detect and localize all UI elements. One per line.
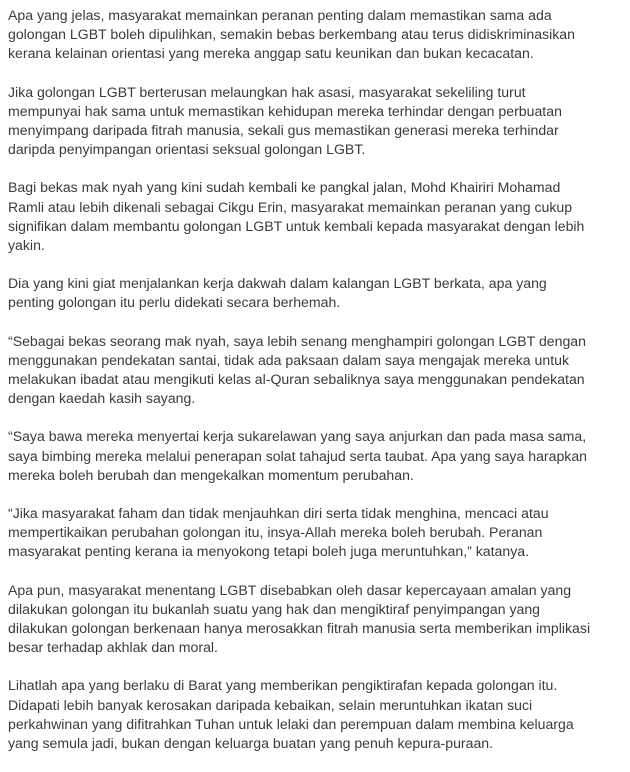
text-line: Apa yang jelas, masyarakat memainkan peranan penting dalam memastikan sama ada: [8, 7, 552, 23]
paragraph-1: [8, 6, 626, 64]
text-line: Apa pun, masyarakat menentang LGBT disebabkan oleh dasar kepercayaan amalan yang: [8, 581, 572, 598]
text-line: melakukan ibadat atau mengikuti kelas al-Quran sebaliknya saya menggunakan pendekatan: [8, 371, 585, 388]
text-line: yakin.: [8, 237, 45, 254]
paragraph-7: [8, 504, 626, 562]
paragraph-9: [8, 676, 626, 753]
text-line: Bagi bekas mak nyah yang kini sudah kembali ke pangkal jalan, Mohd Khairiri Mohamad: [8, 179, 561, 196]
text-line: dengan kaedah kasih sayang.: [8, 390, 196, 407]
text-line: mempunyai hak sama untuk memastikan kehidupan mereka terhindar dengan perbuatan: [8, 102, 562, 119]
text-line: saya bimbing mereka melalui penerapan solat tahajud serta taubat. Apa yang saya harapkan: [8, 447, 587, 464]
paragraph-6: [8, 427, 626, 485]
text-line: besar terhadap akhlak dan moral.: [8, 639, 218, 656]
text-line: menyimpang daripada fitrah manusia, sekali gus memastikan generasi mereka terhindar: [8, 122, 559, 139]
paragraph-4: [8, 274, 626, 312]
paragraph-5: [8, 332, 626, 409]
text-line: “Jika masyarakat faham dan tidak menjauhkan diri serta tidak menghina, mencaci atau: [8, 505, 549, 522]
text-line: Didapati lebih banyak kerosakan daripada kebaikan, selain meruntuhkan ikatan suci: [8, 696, 533, 713]
text-line: dilakukan golongan berkenaan hanya merosakkan fitrah manusia serta memberikan implikasi: [8, 620, 591, 637]
text-line: daripda penyimpangan orientasi seksual golongan LGBT.: [8, 141, 366, 158]
text-line: Jika golongan LGBT berterusan melaungkan hak asasi, masyarakat sekeliling turut: [8, 83, 526, 100]
text-line: perkahwinan yang difitrahkan Tuhan untuk lelaki dan perempuan dalam membina keluarga: [8, 715, 574, 732]
text-line: dilakukan golongan itu bukanlah suatu yang hak dan mengiktiraf penyimpangan yang: [8, 600, 541, 617]
paragraph-3: [8, 178, 626, 255]
paragraph-8: [8, 581, 626, 658]
article-body: [8, 6, 626, 772]
text-line: “Sebagai bekas seorang mak nyah, saya lebih senang menghampiri golongan LGBT dengan: [8, 332, 586, 349]
text-line: menggunakan pendekatan santai, tidak ada paksaan dalam saya mengajak mereka untuk: [8, 351, 569, 368]
paragraph-2: [8, 83, 626, 160]
text-line: golongan LGBT boleh dipulihkan, semakin bebas berkembang atau terus didiskriminasikan: [8, 26, 575, 43]
text-line: kerana kelainan orientasi yang mereka anggap satu keunikan dan bukan kecacatan.: [8, 45, 534, 62]
text-line: mempertikaikan perubahan golongan itu, insya-Allah mereka boleh berubah. Peranan: [8, 524, 543, 541]
text-line: penting golongan itu perlu didekati secara berhemah.: [8, 294, 341, 311]
text-line: mereka boleh berubah dan mengekalkan momentum perubahan.: [8, 466, 414, 483]
text-line: yang semula jadi, bukan dengan keluarga buatan yang penuh kepura-puraan.: [8, 735, 494, 752]
text-line: Lihatlah apa yang berlaku di Barat yang memberikan pengiktirafan kepada golongan itu.: [8, 677, 558, 694]
text-line: Dia yang kini giat menjalankan kerja dakwah dalam kalangan LGBT berkata, apa yang: [8, 275, 547, 292]
text-line: masyarakat penting kerana ia menyokong tetapi boleh juga meruntuhkan,” katanya.: [8, 543, 530, 560]
text-line: “Saya bawa mereka menyertai kerja sukarelawan yang saya anjurkan dan pada masa sama,: [8, 428, 587, 445]
text-line: Ramli atau lebih dikenali sebagai Cikgu Erin, masyarakat memainkan peranan yang cukup: [8, 198, 573, 215]
text-line: signifikan dalam membantu golongan LGBT untuk kembali kepada masyarakat dengan lebih: [8, 217, 585, 234]
